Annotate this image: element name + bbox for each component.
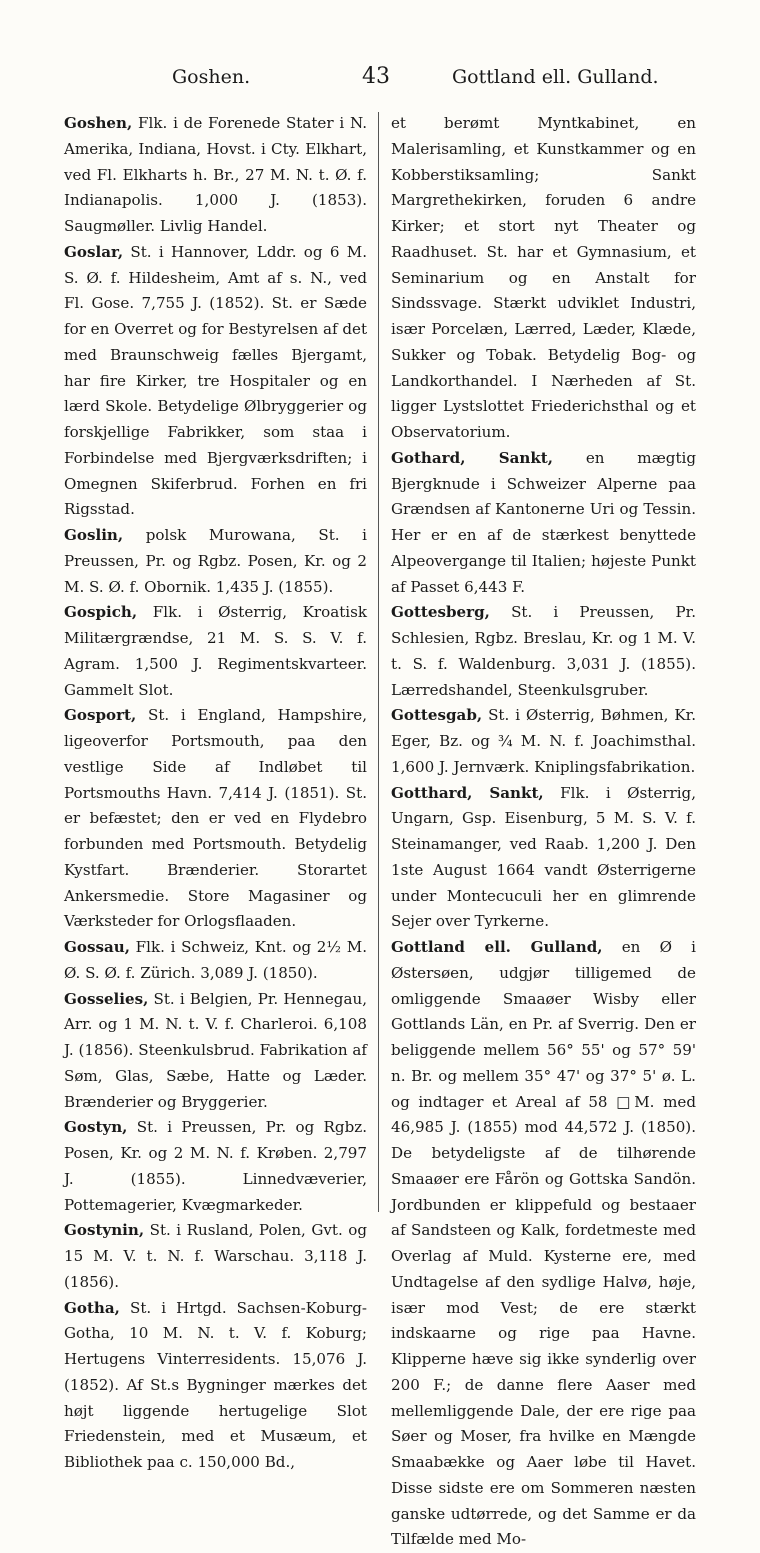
- entry-headword: Gossau,: [64, 938, 130, 956]
- dictionary-entry: [64, 987, 367, 1116]
- entry-headword: Gothard, Sankt,: [391, 448, 554, 467]
- header-right-guide-word: Gottland ell. Gulland.: [452, 66, 659, 88]
- dictionary-entry: [64, 703, 367, 935]
- entry-text: St. i Rusland, Polen, Gvt. og 15 M. V. t. N. f. Warschau. 3,118 J. (1856).: [64, 1221, 367, 1291]
- entry-headword: Gostyn,: [64, 1118, 128, 1137]
- dictionary-entry: [391, 111, 696, 446]
- dictionary-entry: [391, 600, 696, 703]
- entry-text: polsk Murowana, St. i Preussen, Pr. og Rgbz. Posen, Kr. og 2 M. S. Ø. f. Obornik. 1,435 J. (1855).: [64, 526, 367, 596]
- right-column: [391, 111, 696, 1553]
- dictionary-entry: [64, 1115, 367, 1218]
- entry-headword: Gosselies,: [64, 989, 149, 1008]
- entry-headword: Gospich,: [64, 603, 138, 622]
- entry-headword: Gottesberg,: [391, 603, 490, 622]
- dictionary-entry: [64, 1296, 367, 1476]
- dictionary-entry: [64, 1218, 367, 1295]
- entry-text: Flk. i Østerrig, Kroatisk Militærgrændse, 21 M. S. S. V. f. Agram. 1,500 J. Regimentskvarteer. Gammelt Slot.: [64, 603, 367, 699]
- dictionary-entry: [64, 523, 367, 600]
- dictionary-entry: [64, 600, 367, 703]
- page-number: 43: [362, 64, 390, 89]
- entry-headword: Gottesgab,: [391, 706, 483, 725]
- dictionary-entry: [64, 935, 367, 987]
- entry-text: Flk. i Østerrig, Ungarn, Gsp. Eisenburg, 5 M. S. V. f. Steinamanger, ved Raab. 1,200 J. Den 1ste August 1664 vandt Østerrigerne under Montecuculi her en glimrende Sejer over Tyrkerne.: [391, 783, 696, 931]
- dictionary-entry: [64, 111, 367, 240]
- entry-text: St. i Preussen, Pr. og Rgbz. Posen, Kr. og 2 M. N. f. Krøben. 2,797 J. (1855). Linnedvæverier, Pottemagerier, Kvægmarkeder.: [64, 1118, 367, 1214]
- dictionary-entry: [64, 240, 367, 523]
- header-left-guide-word: Goshen.: [172, 66, 251, 88]
- entry-text: en Ø i Østersøen, udgjør tilligemed de omliggende Smaaøer Wisby eller Gottlands Län, en Pr. af Sverrig. Den er beliggende mellem 56° 55' og 57° 59' n. Br. og mellem 35° 47' og 37° 5' ø. L. og indtager et Areal af 58 □M. med 46,985 J. (1855) mod 44,572 J. (1850). De betydeligste af de tilhørende Smaaøer ere Fårön og Gottska Sandön. Jordbunden er klippefuld og bestaaer af Sandsteen og Kalk, fordetmeste med Overlag af Muld. Kysterne ere, med Undtagelse af den sydlige Halvø, høje, især mod Vest; de ere stærkt indskaarne og rige paa Havne. Klipperne hæve sig ikke synderlig over 200 F.; de danne flere Aaser med mellemliggende Dale, der ere rige paa Søer og Moser, fra hvilke en Mængde Smaabække og Aaer løbe til Havet. Disse sidste ere om Sommeren næsten ganske udtørrede, og det Samme er da Tilfælde med Mo-: [391, 938, 696, 1549]
- entry-text: Flk. i de Forenede Stater i N. Amerika, Indiana, Hovst. i Cty. Elkhart, ved Fl. Elkharts h. Br., 27 M. N. t. Ø. f. Indianapolis. 1,000 J. (1853). Saugmøller. Livlig Handel.: [64, 114, 367, 235]
- entry-text: St. i Hannover, Lddr. og 6 M. S. Ø. f. Hildesheim, Amt af s. N., ved Fl. Gose. 7,755 J. (1852). St. er Sæde for en Overret og for Bestyrelsen af det med Braunschweig fælles Bjergamt, har fire Kirker, tre Hospitaler og en lærd Skole. Betydelige Ølbryggerier og forskjellige Fabrikker, som staa i Forbindelse med Bjergværksdriften; i Omegnen Skiferbrud. Forhen en fri Rigsstad.: [64, 242, 368, 519]
- entry-headword: Gostynin,: [64, 1221, 145, 1240]
- dictionary-entry: [391, 703, 696, 780]
- entry-text: St. i England, Hampshire, ligeoverfor Portsmouth, paa den vestlige Side af Indløbet til Portsmouths Havn. 7,414 J. (1851). St. er befæstet; den er ved en Flydebro forbunden med Portsmouth. Betydelig Kystfart. Brænderier. Storartet Ankersmedie. Store Magasiner og Værksteder for Orlogsflaaden.: [64, 706, 367, 931]
- column-divider: [378, 112, 379, 1212]
- dictionary-entry: [391, 446, 696, 601]
- entry-headword: Gottland ell. Gulland,: [391, 938, 603, 956]
- entry-headword: Gotthard, Sankt,: [391, 783, 544, 802]
- entry-text: et berømt Myntkabinet, en Malerisamling, et Kunstkammer og en Kobberstiksamling; Sankt Margrethekirken, foruden 6 andre Kirker; et stort nyt Theater og Raadhuset. St. har et Gymnasium, et Seminarium og en Anstalt for Sindssvage. Stærkt udviklet Industri, især Porcelæn, Lærred, Læder, Klæde, Sukker og Tobak. Betydelig Bog- og Landkorthandel. I Nærheden af St. ligger Lystslottet Friederichsthal og et Observatorium.: [391, 114, 696, 441]
- entry-text: St. i Østerrig, Bøhmen, Kr. Eger, Bz. og ¾ M. N. f. Joachimsthal. 1,600 J. Jernværk. Kniplingsfabrikation.: [391, 706, 696, 776]
- entry-text: St. i Preussen, Pr. Schlesien, Rgbz. Breslau, Kr. og 1 M. V. t. S. f. Waldenburg. 3,031 J. (1855). Lærredshandel, Steenkulsgruber.: [391, 603, 696, 699]
- entry-headword: Goslin,: [64, 526, 124, 544]
- dictionary-entry: [391, 781, 696, 936]
- entry-text: St. i Hrtgd. Sachsen-Koburg-Gotha, 10 M. N. t. V. f. Koburg; Hertugens Vinterresidents. 15,076 J. (1852). Af St.s Bygninger mærkes det højt liggende hertugelige Slot Friedenstein, med et Musæum, et Bibliothek paa c. 150,000 Bd.,: [64, 1298, 367, 1471]
- entry-headword: Gosport,: [64, 706, 137, 725]
- entry-headword: Goshen,: [64, 114, 133, 132]
- left-column: [64, 111, 367, 1476]
- entry-text: Flk. i Schweiz, Knt. og 2½ M. Ø. S. Ø. f. Zürich. 3,089 J. (1850).: [64, 938, 367, 982]
- entry-headword: Goslar,: [64, 242, 124, 261]
- running-header: [0, 66, 760, 102]
- dictionary-entry: [391, 935, 696, 1553]
- entry-text: en mægtig Bjergknude i Schweizer Alperne paa Grændsen af Kantonerne Uri og Tessin. Her er en af de stærkest benyttede Alpeovergange til Italien; højeste Punkt af Passet 6,443 F.: [391, 448, 697, 596]
- entry-text: St. i Belgien, Pr. Hennegau, Arr. og 1 M. N. t. V. f. Charleroi. 6,108 J. (1856). Steenkulsbrud. Fabrikation af Søm, Glas, Sæbe, Hatte og Læder. Brænderier og Bryggerier.: [64, 989, 367, 1111]
- entry-headword: Gotha,: [64, 1298, 120, 1317]
